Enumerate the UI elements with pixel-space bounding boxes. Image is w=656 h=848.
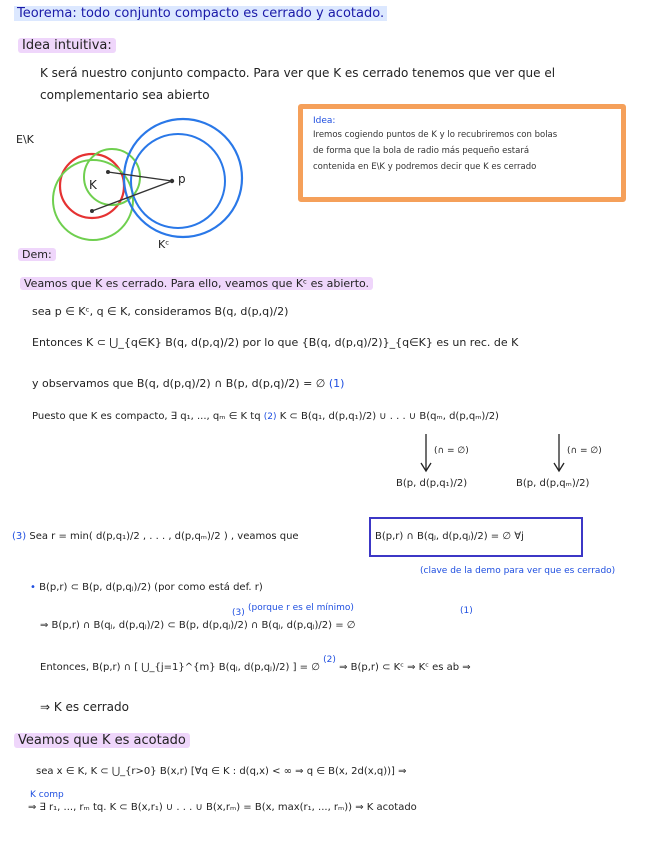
idea-box-heading: Idea: (313, 116, 336, 126)
closed-line-1: sea p ∈ Kᶜ, q ∈ K, consideramos B(q, d(p,q)/2) (32, 305, 289, 318)
idea-box-line-3: contenida en E\K y podremos decir que K es cerrado (313, 162, 537, 172)
idea-heading: Idea intuitiva: (18, 38, 116, 53)
closed-heading-text: Veamos que K es cerrado. Para ello, veamos que Kᶜ es abierto. (20, 277, 373, 290)
then-line (40, 655, 471, 673)
bounded-line-1: sea x ∈ K, K ⊂ ⋃_{r>0} B(x,r) [∀q ∈ K : d(q,x) < ∞ ⇒ q ∈ B(x, 2d(x,q))] ⇒ (36, 766, 407, 777)
key-note: (clave de la demo para ver que es cerrado) (420, 566, 616, 576)
bullet-text: B(p,r) ⊂ B(p, d(p,qⱼ)/2) (por como está def. r) (39, 582, 263, 593)
label-kc: Kᶜ (158, 238, 170, 251)
cap-left: (∩ = ∅) (434, 446, 469, 456)
bullet-dot: • (30, 582, 36, 593)
kcomp-note: K comp (30, 790, 64, 800)
key-claim: B(p,r) ∩ B(qⱼ, d(p,qⱼ)/2) = ∅ ∀j (375, 531, 524, 542)
then-text-2: ⇒ B(p,r) ⊂ Kᶜ ⇒ Kᶜ es ab ⇒ (339, 662, 471, 673)
closed-line-4-text: Puesto que K es compacto, ∃ q₁, ..., qₘ ∈ K tq (32, 411, 261, 422)
label-k: K (89, 178, 97, 192)
bounded-heading (14, 733, 190, 748)
closed-line-2: Entonces K ⊂ ⋃_{q∈K} B(q, d(p,q)/2) por lo que {B(q, d(p,q)/2)}_{q∈K} es un rec. de K (32, 336, 519, 349)
then-text: Entonces, B(p,r) ∩ [ ⋃_{j=1}^{m} B(qⱼ, d(p,qⱼ)/2) ] = ∅ (40, 662, 320, 673)
ref-2: (2) (263, 412, 277, 422)
ref-1: (1) (328, 377, 345, 390)
note-3: (3) (232, 608, 245, 618)
idea-box-line-1: Iremos cogiendo puntos de K y lo recubriremos con bolas (313, 130, 558, 140)
ball-right: B(p, d(p,qₘ)/2) (516, 478, 590, 489)
intro-line-1: K será nuestro conjunto compacto. Para ver que K es cerrado tenemos que ver que el (40, 66, 556, 80)
label-complement: E\K (16, 133, 34, 146)
intro-line-2: complementario sea abierto (40, 88, 210, 102)
closed-line-5 (12, 531, 299, 542)
note-2: (2) (323, 655, 336, 665)
bounded-line-2: ⇒ ∃ r₁, ..., rₘ tq. K ⊂ B(x,r₁) ∪ . . . ∪ B(x,rₘ) = B(x, max(r₁, ..., rₘ)) ⇒ K acotado (28, 802, 417, 813)
closed-line-3-text: y observamos que B(q, d(p,q)/2) ∩ B(p, d(p,q)/2) = ∅ (32, 377, 326, 390)
closed-line-5-text: Sea r = min( d(p,q₁)/2 , . . . , d(p,qₘ)/2 ) , veamos que (29, 531, 299, 542)
dem-label: Dem: (18, 248, 56, 261)
cap-right: (∩ = ∅) (567, 446, 602, 456)
closed-conclusion: ⇒ K es cerrado (40, 700, 129, 714)
theorem-title: Teorema: todo conjunto compacto es cerrado y acotado. (14, 6, 387, 21)
bounded-heading-text: Veamos que K es acotado (14, 733, 190, 748)
closed-line-4b: K ⊂ B(q₁, d(p,q₁)/2) ∪ . . . ∪ B(qₘ, d(p,qₘ)/2) (279, 411, 499, 422)
idea-box-line-2: de forma que la bola de radio más pequeño estará (313, 146, 530, 156)
note-1: (1) (460, 606, 473, 616)
bullet-line (30, 582, 263, 593)
ref-3: (3) (12, 531, 27, 542)
label-p: p (178, 172, 186, 186)
impl-line-1: ⇒ B(p,r) ∩ B(qⱼ, d(p,qⱼ)/2) ⊂ B(p, d(p,qⱼ)/2) ∩ B(qⱼ, d(p,qⱼ)/2) = ∅ (40, 620, 356, 631)
note-min: (porque r es el mínimo) (248, 603, 354, 613)
ball-left: B(p, d(p,q₁)/2) (396, 478, 468, 489)
